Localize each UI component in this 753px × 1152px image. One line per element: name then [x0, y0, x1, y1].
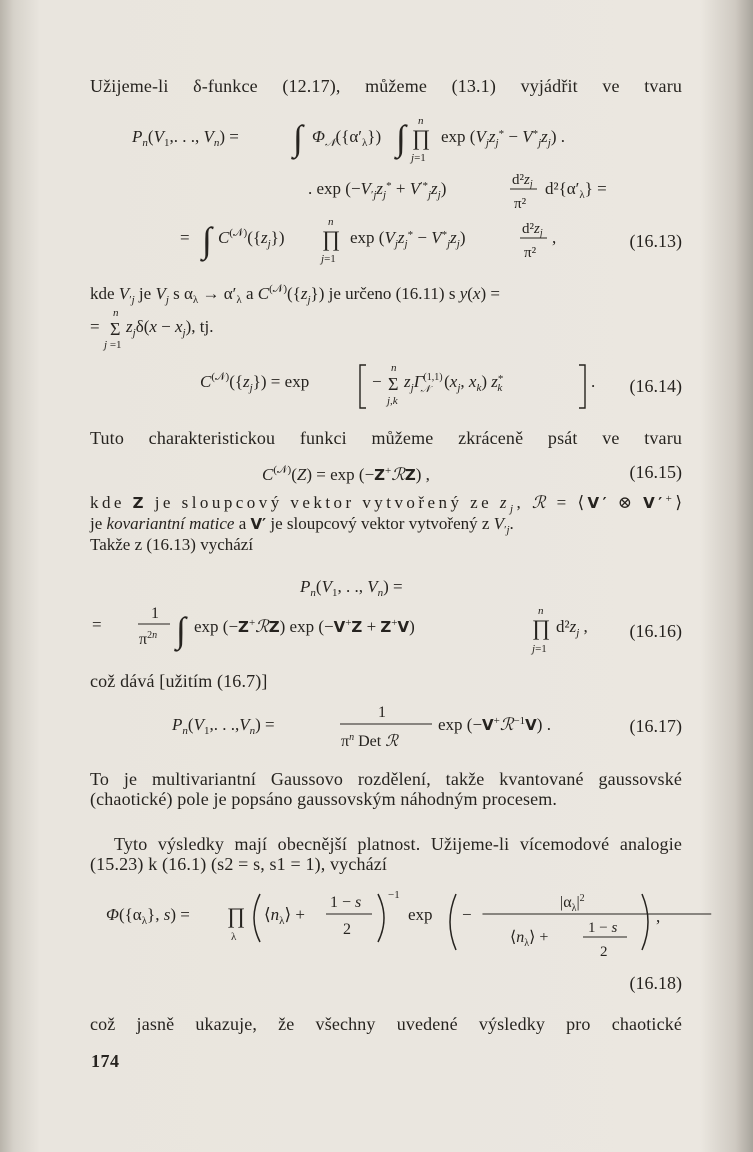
- svg-text:Pn(V1,. . ., Vn) =: $P_n(V_1$,. . ., $V_n$) =: [132, 127, 239, 149]
- svg-text:d²zj: $d^2z_j$: [512, 172, 533, 190]
- svg-text:kde V′j je Vj s αλ → α′λ a C(�: kde $V'j$ je $V_j$ s $\alpha_\lambda \to \alpha'_\lambda$ a $C^{(𝒩)}(\{z_j\})$ je určeno (16.11) s y(x) =: [90, 283, 500, 306]
- svg-text:Φ𝒩({α′λ}): $\Phi_𝒩(\{\alpha'_\lambda\})$: [312, 127, 382, 149]
- svg-text:exp (Vjzj* − V*jzj): $\exp (V_jz_j^* - V^*_jz_j)$: [350, 228, 466, 250]
- page-number: 174: [91, 1051, 120, 1071]
- svg-text:∫: ∫: [293, 118, 303, 158]
- svg-text:. exp (−V′jzj* + V′*jzj): . $\exp (-V'jz_j^* + V^{'*}_jz_j)$: [308, 179, 447, 201]
- paragraph-intro: Užijeme-li δ-funkce (12.17), můžeme (13.1) vyjádřit ve tvaru: [90, 76, 682, 96]
- svg-text:d²{α′λ} =: $d^2\{\alpha'_\lambda\}$ =: [545, 179, 607, 201]
- svg-text:=: =: [92, 615, 102, 634]
- equation-16-14: [90, 362, 682, 412]
- paragraph-coz: což dává [užitím (16.7)]: [90, 671, 268, 691]
- equation-16-16: [90, 570, 682, 666]
- svg-text:∏: ∏: [412, 125, 431, 150]
- svg-text:j=1: j=1: [411, 152, 426, 164]
- svg-text:λ: λ: [231, 931, 237, 943]
- svg-text:n: n: [538, 605, 544, 617]
- svg-text:−: −: [462, 905, 472, 924]
- svg-text:−1: −1: [388, 889, 400, 901]
- paragraph-kde-1-render: [90, 283, 682, 351]
- equation-number: (16.13): [629, 231, 682, 251]
- svg-text:n: n: [418, 115, 424, 127]
- svg-text:⟨nλ⟩ +: $⟨n_\lambda⟩$ +: [510, 929, 549, 949]
- svg-text:1: 1: [151, 605, 159, 622]
- svg-text:−: −: [372, 372, 382, 391]
- svg-text:∫: ∫: [202, 220, 212, 260]
- equation-number: (16.17): [629, 716, 682, 736]
- svg-text:j=1: j=1: [321, 253, 336, 265]
- svg-text:|αλ|2: $|\alpha_\lambda|^2$: [560, 893, 585, 914]
- svg-text:∏: ∏: [532, 615, 551, 640]
- paragraph-gauss: To je multivariantní Gaussovo rozdělení, takže kvantované gaussovské (chaotické) pole je popsáno gaussovským náhodným procesem.: [90, 769, 682, 809]
- svg-text:2: 2: [343, 921, 351, 938]
- svg-text:πn Det ℛ: $\pi^n$ Det ℛ: [341, 732, 398, 750]
- equation-16-15: [90, 462, 682, 486]
- svg-text:exp: exp: [408, 905, 433, 924]
- svg-text:C(𝒩)({zj}) = exp: $C^{(𝒩)}(\{z_j\}) = \exp$: [200, 371, 310, 394]
- svg-text:∏: ∏: [227, 903, 246, 928]
- equation-16-13-render: [90, 112, 682, 272]
- equation-16-14-render: [90, 362, 682, 416]
- equation-number: (16.14): [629, 376, 682, 396]
- equation-number: (16.16): [629, 621, 682, 641]
- svg-text:1 − s: 1 − s: [330, 894, 362, 911]
- svg-text:je kovariantní matice a V′ je: je kovariantní matice a V′ je sloupcový vektor vytvořený z $V'j$.: [90, 514, 514, 536]
- svg-text:=: =: [180, 228, 190, 247]
- svg-text:d²zj: $d^2z_j$: [522, 221, 543, 239]
- equation-16-15-render: [90, 462, 682, 488]
- equation-16-13: [90, 112, 682, 265]
- svg-text:j =1: j =1: [104, 339, 122, 351]
- svg-text:,: ,: [656, 907, 661, 926]
- paragraph-last: což jasně ukazuje, že všechny uvedené výsledky pro chaotické: [90, 1014, 682, 1034]
- svg-text:kde Z je sloupcový vektor vytv: kde Z je sloupcový vektor vytvořený ze z $_j$ , ℛ = ⟨ V′ ⊗ V′ + ⟩: [90, 493, 683, 515]
- equation-16-18-render: [90, 884, 682, 976]
- svg-text:C(𝒩)(Z) = exp (−Z+ℛZ) ,: $C^{(𝒩)}(Z) = \exp$ (−Z+ℛZ) ,: [262, 464, 430, 484]
- equation-number: (16.18): [629, 973, 682, 993]
- svg-text:Σ: Σ: [388, 374, 399, 394]
- svg-text:C(𝒩)({zj}): $C^{(𝒩)}(\{z_j\})$: [218, 227, 285, 250]
- svg-text:∫: ∫: [396, 118, 406, 158]
- svg-text:Pn(V1, . ., Vn) =: $P_n(V_1$, . ., $V_n$) =: [300, 577, 403, 599]
- svg-text:Φ({αλ}, s) =: $\Phi(\{\alpha_\lambda\}$, s) =: [106, 905, 190, 927]
- svg-text:.: .: [591, 372, 596, 391]
- svg-text:n: n: [391, 362, 397, 374]
- svg-text:Σ: Σ: [110, 319, 121, 339]
- svg-text:∏: ∏: [322, 226, 341, 251]
- equation-16-17-render: [90, 702, 682, 754]
- svg-text:d²zj ,: $d^2z_j$ ,: [556, 617, 588, 639]
- svg-text:π2n: $\pi^{2n}$: [139, 630, 158, 648]
- svg-text:1 − s: 1 − s: [588, 920, 618, 936]
- equation-16-16-render: [90, 570, 682, 666]
- svg-text:2: 2: [600, 944, 608, 960]
- svg-text:,: ,: [552, 228, 557, 247]
- svg-text:Pn(V1,. . .,Vn) =: $P_n(V_1$,. . $.,V_n$) =: [172, 715, 275, 737]
- paragraph-kde-2-render: [90, 492, 682, 558]
- svg-text:exp (−V+ℛ−1V) .: exp (−V+ℛ$^{-1}$V) .: [438, 715, 551, 734]
- svg-text:j=1: j=1: [532, 643, 547, 655]
- svg-text:n: n: [328, 216, 334, 228]
- svg-text:⟨nλ⟩ +: $⟨n_\lambda⟩$ +: [264, 905, 305, 927]
- paragraph-tyto: Tyto výsledky mají obecnější platnost. Užijeme-li vícemodové analogie (15.23) k (16.1) (s2 = s, s1 = 1), vychází: [90, 834, 682, 874]
- svg-text:exp (−Z+ℛZ) exp (−V+Z + Z+V): exp (−Z+ℛZ) exp (−V+Z + Z+V): [194, 617, 415, 636]
- svg-text:exp (Vjzj* − V*jzj) .: $\exp (V_jz_j^* - V^*_jz_j)$ .: [441, 127, 566, 149]
- paragraph-tuto: Tuto charakteristickou funkci můžeme zkráceně psát ve tvaru: [90, 428, 682, 448]
- svg-text:zjΓ(1,1)𝒩(xj, xk) z*k: $z_j\Gamma^{(1,1)}$ 𝒩 ($x_j$, $x_k$) z* k: [404, 372, 504, 395]
- svg-text:1: 1: [378, 704, 386, 721]
- paragraph-kde-2: [90, 492, 682, 558]
- svg-text:π²: π²: [524, 245, 537, 261]
- svg-text:Takže z (16.13) vychází: Takže z (16.13) vychází: [90, 535, 254, 554]
- paragraph-kde-1: [90, 283, 682, 351]
- svg-text:j,k: j,k: [387, 395, 398, 407]
- svg-text:π²: π²: [514, 196, 527, 212]
- equation-number: (16.15): [629, 462, 682, 482]
- svg-text:zjδ(x − xj), tj.: $z_j\delta(x - x_j)$, tj.: [126, 317, 214, 339]
- equation-16-17: [90, 702, 682, 752]
- svg-text:∫: ∫: [176, 610, 186, 650]
- svg-text:=: =: [90, 317, 100, 336]
- equation-16-18: [90, 884, 682, 976]
- svg-text:n: n: [113, 307, 119, 319]
